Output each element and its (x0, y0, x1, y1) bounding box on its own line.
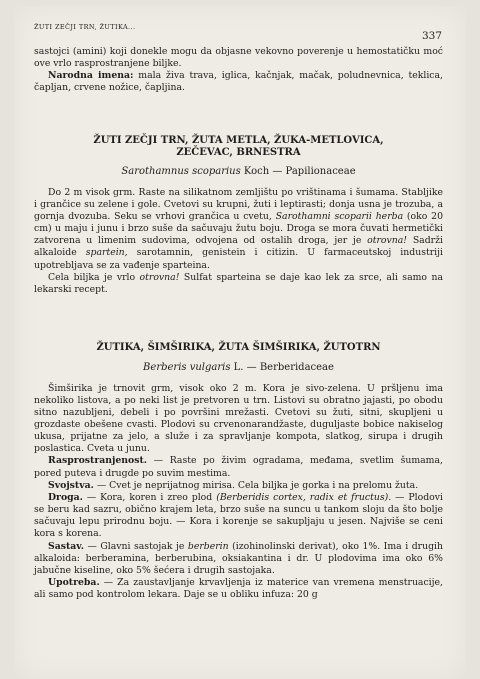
alkaloid-name: spartein, (85, 247, 128, 259)
section-title-line-2: ZEČEVAC, BRNESTRA (176, 147, 301, 159)
folk-names-label: Narodna imena: (48, 70, 134, 82)
page-number: 337 (422, 30, 443, 42)
main-compound: berberin (187, 540, 229, 552)
distribution-label: Rasprostranjenost. (48, 455, 148, 467)
section-zuti-zecji-trn (34, 135, 443, 296)
warning-paragraph: Cela biljka je vrlo otrovna! Sulfat sparteina se daje kao lek za srce, ali samo na lekarski recept. (34, 271, 444, 295)
species-name (34, 361, 443, 374)
section-title: ŽUTIKA, ŠIMŠIRIKA, ŽUTA ŠIMŠIRIKA, ŽUTOTRN (96, 342, 381, 354)
composition-paragraph: Sastav. — Glavni sastojak je berberin (izohinolinski derivat), oko 1%. Ima i drugih alkaloida: berberamina, berberubina, oksiakantina i dr. U plodovima ima oko 6% jabučne kiseline, oko 5% šećera i drugih sastojaka. (34, 540, 443, 576)
distribution-paragraph: Rasprostranjenost. — Raste po živim ogradama, međama, svetlim šumama, pored puteva i drugde po suvim mestima. (34, 455, 443, 479)
species-name (34, 165, 443, 178)
properties-paragraph: Svojstva. — Cvet je neprijatnog mirisa. Cela biljka je gorka i na prelomu žuta. (48, 479, 419, 491)
book-page (14, 6, 466, 679)
composition-label: Sastav. (48, 540, 84, 552)
page-content (34, 46, 443, 601)
description-paragraph: Šimširika je trnovit grm, visok oko 2 m. Kora je sivo-zelena. U pršljenu ima nekoliko listova, a po neki list je pretvoren u trn. Listovi su obratno jajasti, po obodu sitno nazubljeni, debeli i po površini mrežasti. Cvetovi su žuti, sitni, skupljeni u grozdaste obešene cvasti. Plodovi su crvenonarandžaste, duguljaste bobice nakiselog ukusa, prijatne za jelo, a služe i za spravljanje kompota, slatkog, sirupa i drugih poslastica. Cveta u junu. (34, 382, 443, 455)
toxic-warning: otrovna! (139, 271, 180, 283)
drug-latin: (Berberidis cortex, radix et fructus). (216, 491, 392, 503)
toxic-warning: otrovna! (367, 235, 408, 247)
latin-name: Berberis vulgaris (143, 361, 231, 373)
description-paragraph: Do 2 m visok grm. Raste na silikatnom zemljištu po vrištinama i šumama. Stabljike i grančice su zelene i gole. Cvetovi su krupni, žuti i leptirasti; donja usna je trozuba, a gornja dvozuba. Seku se vrhovi grančica u cvetu, Sarothamni scoparii herba (oko 20 cm) u maju i junu i brzo suše da sačuvaju žutu boju. Droga se mora čuvati hermetički zatvorena u limenim sudovima, odvojena od ostalih droga, jer je otrovna! Sadrži alkaloide spartein, sarotamnin, genistein i citizin. U farmaceutskoj industriji upotrebljava se za vađenje sparteina. (34, 186, 444, 271)
latin-name: Sarothamnus scoparius (121, 165, 241, 177)
intro-continuation: sastojci (amini) koji donekle mogu da objasne vekovno poverenje u hemostatičku moć ove vrlo rasprostranjene biljke. (34, 46, 443, 70)
properties-label: Svojstva. (48, 479, 94, 491)
author-family: L. — Berberidaceae (230, 361, 334, 373)
use-paragraph: Upotreba. — Za zaustavljanje krvavljenja iz materice van vremena menstruacije, ali samo pod kontrolom lekara. Daje se u obliku infuza: 20 g (34, 577, 443, 601)
drug-name: Sarothamni scoparii herba (275, 210, 404, 222)
section-zutika (34, 342, 443, 601)
running-head: ŽUTI ZEČJI TRN, ŽUTIKA... (34, 23, 136, 31)
drug-label: Droga. (48, 491, 83, 503)
folk-names-paragraph (34, 70, 443, 94)
author-family: Koch — Papilionaceae (240, 165, 356, 177)
use-label: Upotreba. (48, 577, 100, 589)
folk-names-text: mala živa trava, iglica, kačnjak, mačak, poludnevnica, teklica, čapljan, crvene nožice, čapljina. (34, 70, 443, 94)
drug-paragraph: Droga. — Kora, koren i zreo plod (Berberidis cortex, radix et fructus). — Plodovi se beru kad sazru, obično krajem leta, brzo suše na suncu u tankom sloju da što bolje sačuvaju lepu prirodnu boju. — Kora i korenje se sakupljaju u jesen. Najviše se ceni kora s korena. (34, 491, 444, 540)
section-title-line-1: ŽUTI ZEČJI TRN, ŽUTA METLA, ŽUKA-METLOVICA, (93, 134, 384, 146)
